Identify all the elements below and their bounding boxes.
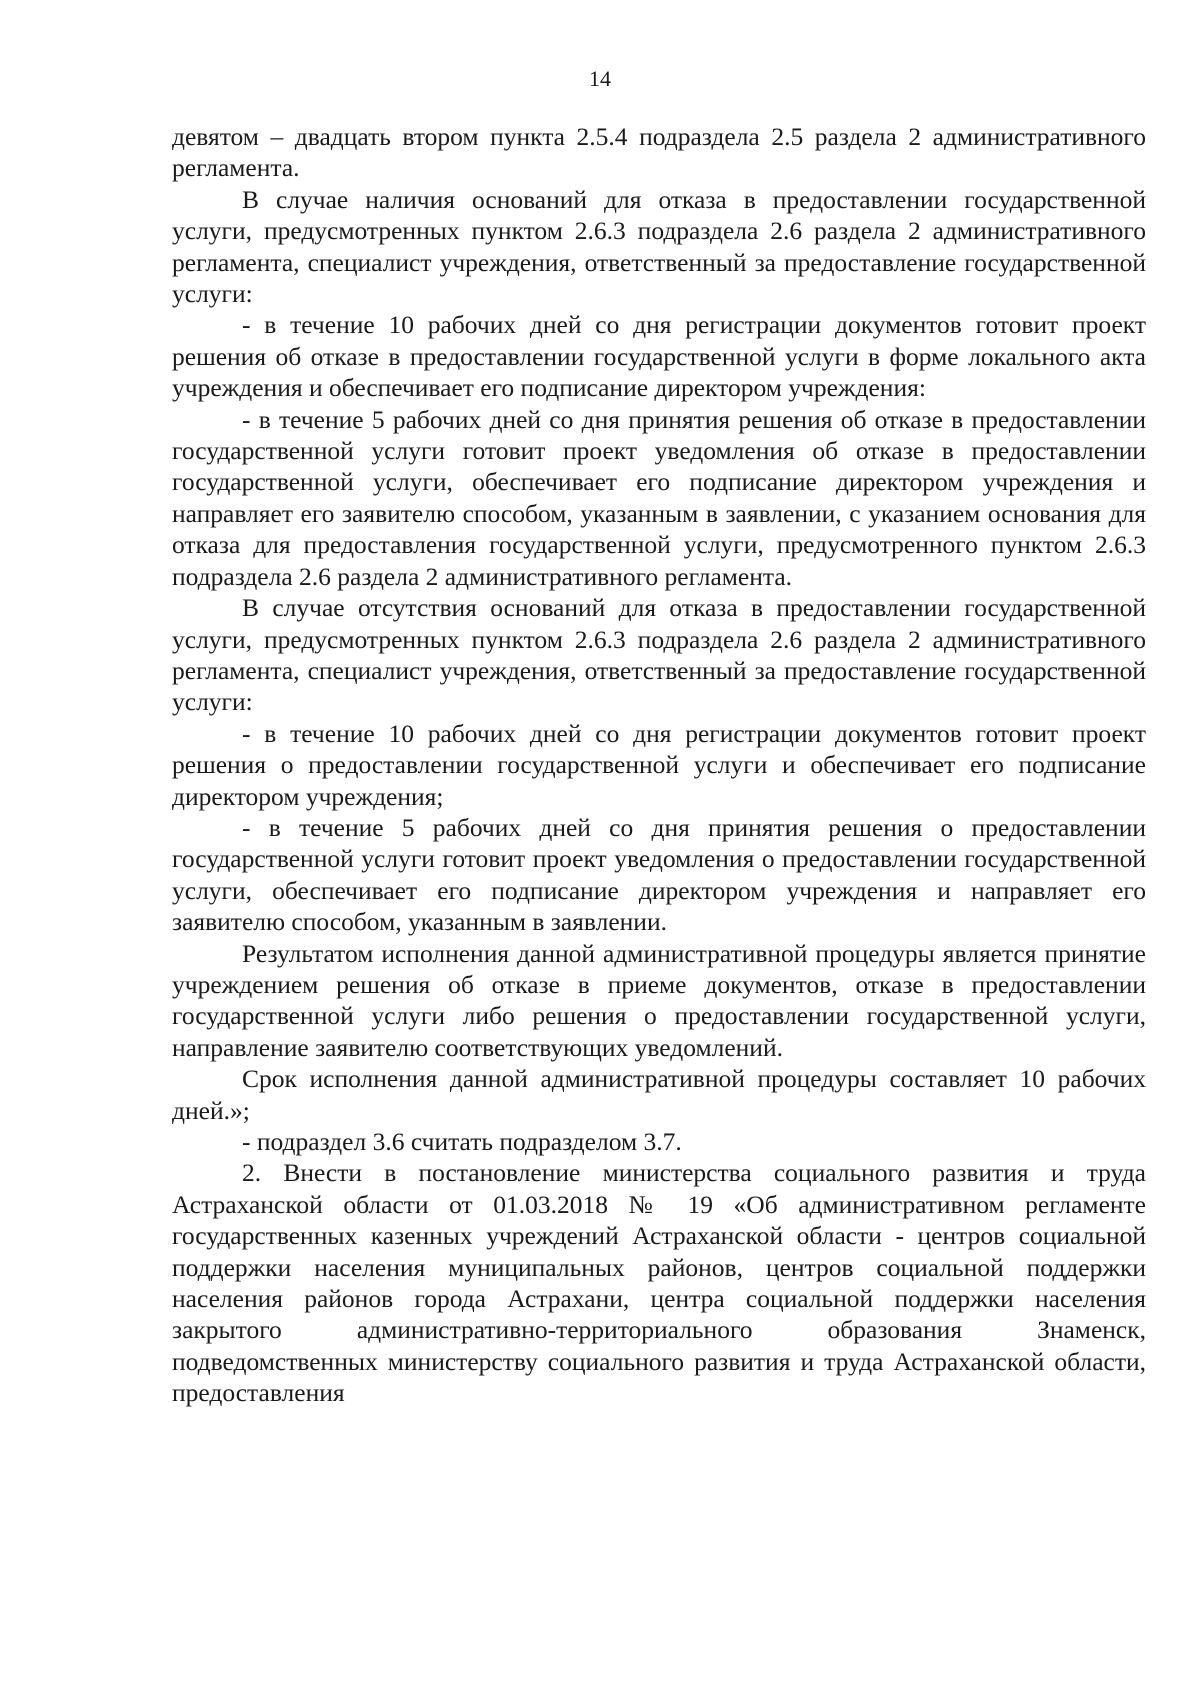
numbered-paragraph: 2. Внести в постановление министерства социального развития и труда Астраханской области от 01.03.2018 № 19 «Об административном регламенте государственных казенных учреждений Астраханской области - центров социальной поддержки населения муниципальных районов, центров социальной поддержки населения районов города Астрахани, центра социальной поддержки населения закрытого административно-территориального образования Знаменск, подведомственных министерству социального развития и труда Астраханской области, предоставления [172,1158,1146,1408]
paragraph: В случае отсутствия оснований для отказа в предоставлении государственной услуги, предусмотренных пунктом 2.6.3 подраздела 2.6 раздела 2 административного регламента, специалист учреждения, ответственный за предоставление государственной услуги: [172,593,1146,717]
list-item-paragraph: - в течение 5 рабочих дней со дня принятия решения об отказе в предоставлении государственной услуги готовит проект уведомления об отказе в предоставлении государственной услуги, обеспечивает его подписание директором учреждения и направляет его заявителю способом, указанным в заявлении, с указанием основания для отказа для предоставления государственной услуги, предусмотренного пунктом 2.6.3 подраздела 2.6 раздела 2 административного регламента. [172,404,1146,591]
list-item-paragraph: - в течение 5 рабочих дней со дня принятия решения о предоставлении государственной услуги готовит проект уведомления о предоставлении государственной услуги, обеспечивает его подписание директором учреждения и направляет его заявителю способом, указанным в заявлении. [172,812,1146,937]
paragraph: Срок исполнения данной административной процедуры составляет 10 рабочих дней.»; [172,1064,1146,1125]
page-number: 14 [589,66,611,91]
list-item-paragraph: - подраздел 3.6 считать подразделом 3.7. [242,1127,682,1156]
paragraph: Результатом исполнения данной административной процедуры является принятие учреждением решения об отказе в приеме документов, отказе в предоставлении государственной услуги либо решения о предоставлении государственной услуги, направление заявителю соответствующих уведомлений. [172,938,1146,1062]
body-text [172,121,1146,1409]
list-item-paragraph: - в течение 10 рабочих дней со дня регистрации документов готовит проект решения о предоставлении государственной услуги и обеспечивает его подписание директором учреждения; [172,718,1146,811]
list-item-paragraph: - в течение 10 рабочих дней со дня регистрации документов готовит проект решения об отказе в предоставлении государственной услуги в форме локального акта учреждения и обеспечивает его подписание директором учреждения: [172,310,1146,403]
paragraph: девятом – двадцать втором пункта 2.5.4 подраздела 2.5 раздела 2 административного регламента. [172,122,1146,183]
paragraph: В случае наличия оснований для отказа в предоставлении государственной услуги, предусмотренных пунктом 2.6.3 подраздела 2.6 раздела 2 административного регламента, специалист учреждения, ответственный за предоставление государственной услуги: [172,184,1146,309]
